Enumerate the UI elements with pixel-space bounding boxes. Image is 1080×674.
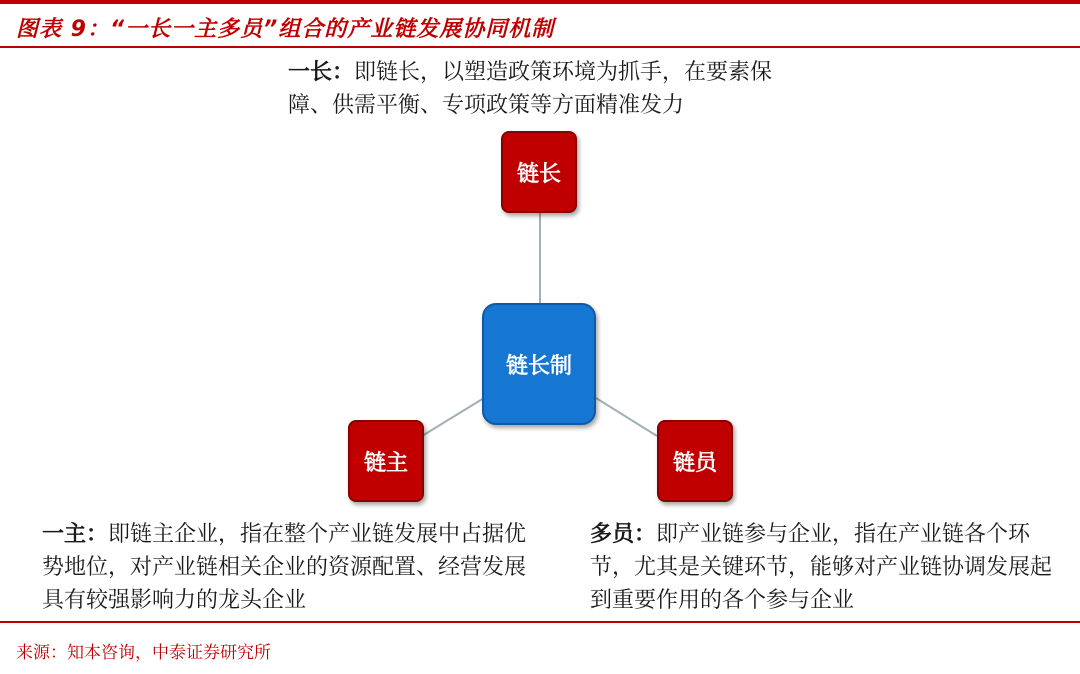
node-lian-zhang: 链长 [501, 131, 577, 213]
description-lian-yuan [590, 518, 1060, 617]
connector-left [422, 398, 484, 436]
description-key: 一主： [42, 521, 109, 547]
footer-divider [0, 621, 1080, 623]
source-note: 来源：知本咨询，中泰证券研究所 [16, 643, 271, 663]
description-text: 即链长，以塑造政策环境为抓手，在要素保障、供需平衡、专项政策等方面精准发力 [288, 60, 773, 118]
node-lian-yuan: 链员 [657, 420, 733, 502]
description-key: 多员： [590, 521, 657, 547]
description-text: 即产业链参与企业，指在产业链各个环节，尤其是关键环节，能够对产业链协调发展起到重要作用的各个参与企业 [590, 522, 1053, 613]
description-text: 即链主企业，指在整个产业链发展中占据优势地位，对产业链相关企业的资源配置、经营发展具有较强影响力的龙头企业 [42, 522, 527, 613]
connector-right [596, 398, 657, 436]
description-lian-zhu [42, 518, 532, 617]
description-key: 一长： [288, 59, 355, 85]
figure-title: 图表 9：“一长一主多员”组合的产业链发展协同机制 [16, 17, 555, 42]
node-lian-zhang-zhi: 链长制 [482, 303, 596, 425]
node-lian-zhu: 链主 [348, 420, 424, 502]
